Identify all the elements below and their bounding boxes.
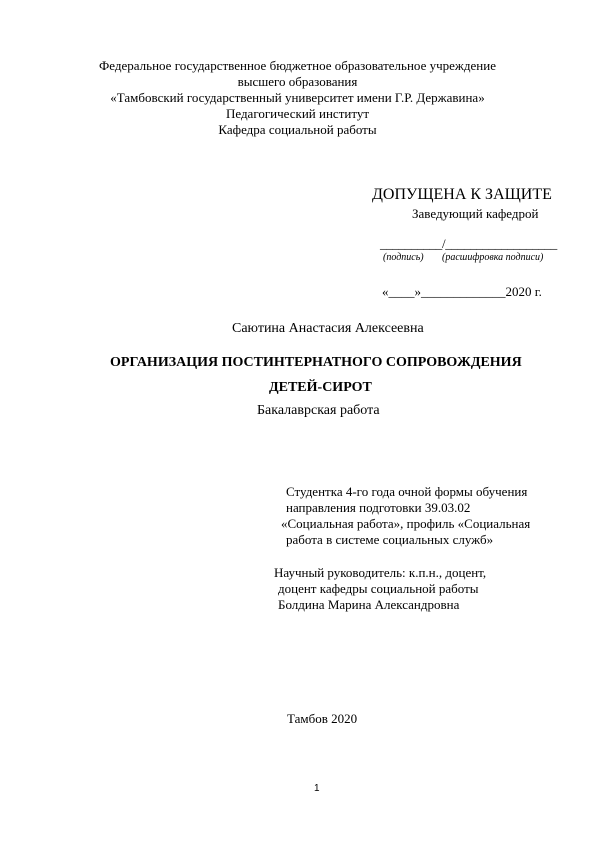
header-line-2: высшего образования [237,74,358,89]
approval-date-line: «____»_____________2020 г. [382,284,542,299]
supervisor-line-1: Научный руководитель: к.п.н., доцент, [274,565,487,580]
student-line-4: работа в системе социальных служб» [286,532,494,547]
supervisor-line-2: доцент кафедры социальной работы [278,581,479,596]
work-type: Бакалаврская работа [257,403,380,418]
signature-caption-signature: (подпись) [383,252,424,263]
student-line-2: направления подготовки 39.03.02 [286,500,471,515]
thesis-title-line-2: ДЕТЕЙ-СИРОТ [269,380,372,395]
header-line-5: Кафедра социальной работы [218,122,377,137]
thesis-title-line-1: ОРГАНИЗАЦИЯ ПОСТИНТЕРНАТНОГО СОПРОВОЖДЕНИЯ [110,355,522,370]
header-line-3: «Тамбовский государственный университет имени Г.Р. Державина» [110,90,485,105]
signature-caption-decoding: (расшифровка подписи) [442,252,544,263]
author-name: Саютина Анастасия Алексеевна [232,321,424,336]
approval-title: ДОПУЩЕНА К ЗАЩИТЕ [372,186,552,203]
header-line-1: Федеральное государственное бюджетное образовательное учреждение [99,58,496,73]
header-line-4: Педагогический институт [225,106,370,121]
approval-role: Заведующий кафедрой [412,206,539,221]
signature-line: __________/__________________ [380,236,557,251]
student-line-3: «Социальная работа», профиль «Социальная [281,516,531,531]
page-number: 1 [314,783,320,794]
supervisor-line-3: Болдина Марина Александровна [278,597,460,612]
city-year: Тамбов 2020 [287,711,358,726]
student-line-1: Студентка 4-го года очной формы обучения [286,484,528,499]
